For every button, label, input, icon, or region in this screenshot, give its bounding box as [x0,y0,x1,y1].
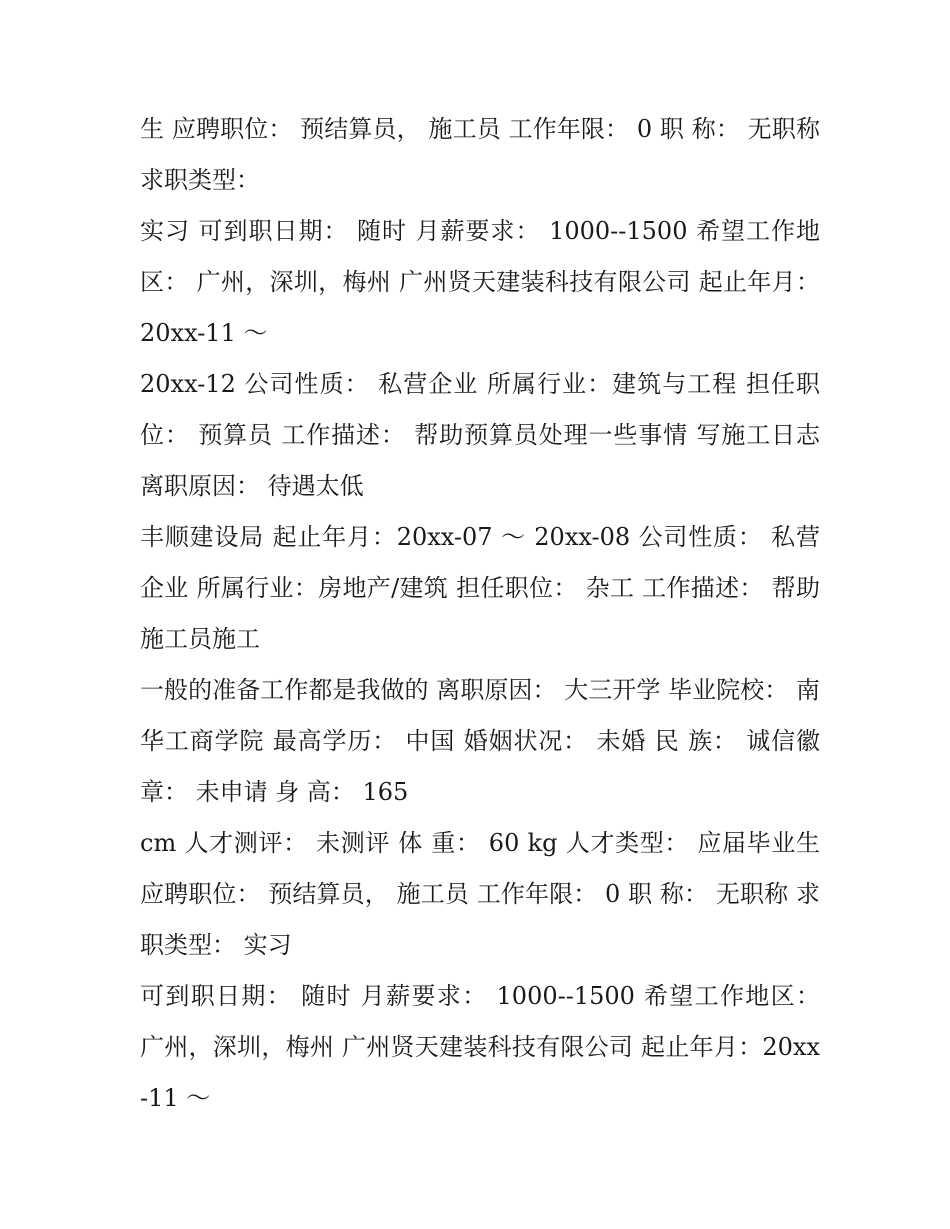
paragraph-6: cm 人才测评： 未测评 体 重： 60 kg 人才类型： 应届毕业生 应聘职位： 预结算员， 施工员 工作年限： 0 职 称： 无职称 求职类型： 实习 [140,829,820,959]
paragraph-4: 丰顺建设局 起止年月：20xx-07 ～ 20xx-08 公司性质： 私营企业 所属行业：房地产/建筑 担任职位： 杂工 工作描述： 帮助施工员施工 [140,523,820,653]
paragraph-3: 20xx-12 公司性质： 私营企业 所属行业：建筑与工程 担任职位： 预算员 工作描述： 帮助预算员处理一些事情 写施工日志 离职原因： 待遇太低 [140,370,820,500]
paragraph-1: 生 应聘职位： 预结算员， 施工员 工作年限： 0 职 称： 无职称 求职类型： [140,115,820,194]
paragraph-5: 一般的准备工作都是我做的 离职原因： 大三开学 毕业院校： 南华工商学院 最高学历： 中国 婚姻状况： 未婚 民 族： 诚信徽章： 未申请 身 高： 165 [140,676,820,806]
document-body [140,104,820,1124]
paragraph-7: 可到职日期： 随时 月薪要求： 1000--1500 希望工作地区： 广州，深圳，梅州 广州贤天建装科技有限公司 起止年月：20xx-11 ～ [140,982,820,1112]
paragraph-2: 实习 可到职日期： 随时 月薪要求： 1000--1500 希望工作地区： 广州，深圳，梅州 广州贤天建装科技有限公司 起止年月：20xx-11 ～ [140,217,820,347]
